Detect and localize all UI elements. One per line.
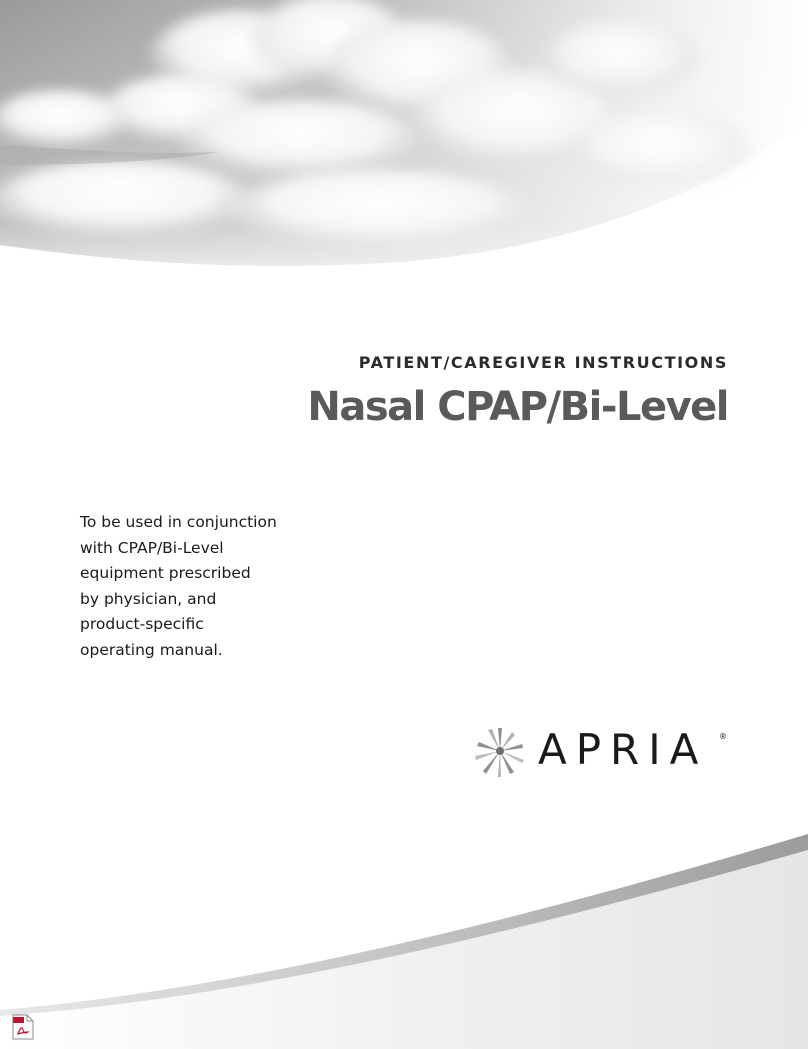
cloud-sky-image xyxy=(0,0,808,300)
document-title: Nasal CPAP/Bi-Level xyxy=(307,384,728,430)
registered-mark: ® xyxy=(719,732,727,741)
intro-line: operating manual. xyxy=(80,640,223,659)
pdf-file-icon[interactable] xyxy=(12,1014,34,1040)
intro-paragraph xyxy=(80,510,300,664)
star-flower-icon xyxy=(474,722,526,780)
intro-line: with CPAP/Bi-Level xyxy=(80,538,224,557)
intro-line: by physician, and xyxy=(80,589,217,608)
apria-wordmark: APRIA xyxy=(538,725,708,774)
apria-logo xyxy=(474,722,734,782)
bottom-swoosh xyxy=(0,820,808,1049)
intro-line: To be used in conjunction xyxy=(80,513,277,531)
document-subtitle: PATIENT/CAREGIVER INSTRUCTIONS xyxy=(358,353,728,372)
intro-line: equipment prescribed xyxy=(80,564,251,583)
intro-line: product-specific xyxy=(80,615,204,634)
